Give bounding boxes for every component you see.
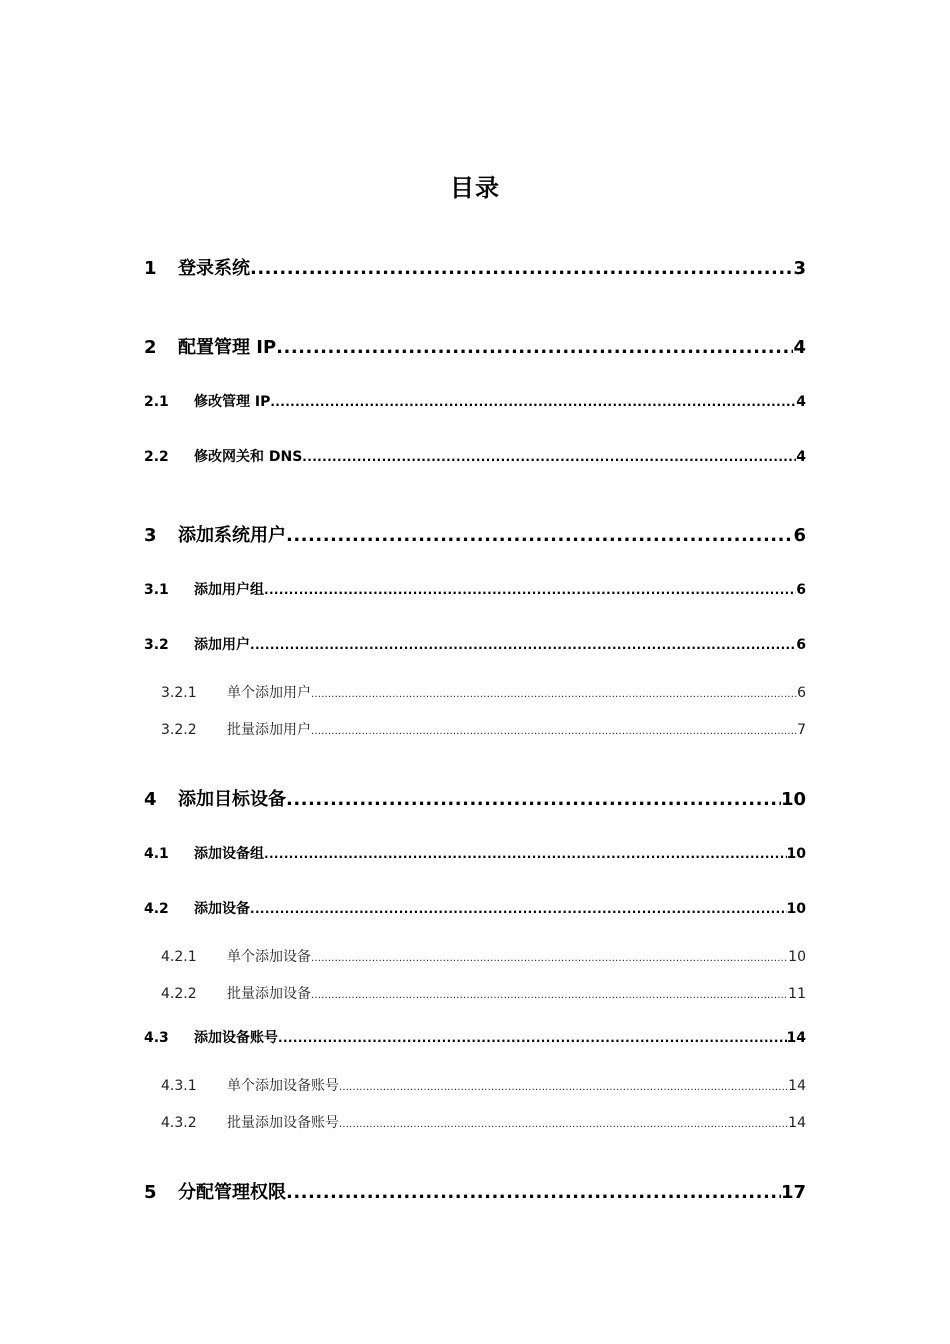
toc-leader-dots (311, 726, 797, 737)
toc-title: 登录系统 (178, 258, 250, 279)
toc-number: 4.1 (144, 846, 169, 862)
toc-number: 3 (144, 525, 157, 546)
toc-leader-dots (264, 583, 796, 597)
toc-page-number: 6 (796, 582, 806, 598)
toc-number: 1 (144, 258, 157, 279)
toc-entry-4-2-1[interactable] (161, 946, 806, 966)
toc-leader-dots (264, 847, 787, 861)
toc-leader-dots (311, 953, 788, 964)
toc-page-number: 3 (793, 258, 806, 279)
toc-title: 单个添加设备账号 (227, 1078, 339, 1094)
toc-entry-4-3-1[interactable] (161, 1075, 806, 1095)
toc-title: 分配管理权限 (178, 1182, 286, 1203)
toc-leader-dots (311, 990, 788, 1001)
toc-leader-dots (276, 337, 793, 358)
page-title: 目录 (450, 174, 500, 202)
toc-number: 3.2 (144, 637, 169, 653)
toc-page-number: 4 (793, 337, 806, 358)
toc-number: 4 (144, 789, 157, 810)
toc-page-number: 14 (788, 1078, 806, 1094)
toc-title: 添加设备 (194, 901, 250, 917)
toc-page-number: 4 (796, 449, 806, 465)
toc-page-number: 14 (786, 1030, 806, 1046)
toc-page-number: 6 (796, 637, 806, 653)
toc-number: 3.2.2 (161, 722, 197, 738)
toc-title: 批量添加用户 (227, 722, 311, 738)
toc-entry-1[interactable] (144, 254, 806, 280)
toc-entry-3-2-2[interactable] (161, 719, 806, 739)
toc-title: 添加设备账号 (194, 1030, 278, 1046)
toc-page-number: 10 (786, 901, 806, 917)
toc-leader-dots (311, 689, 797, 700)
toc-entry-4[interactable] (144, 785, 806, 811)
toc-leader-dots (286, 789, 781, 810)
toc-title: 单个添加用户 (227, 685, 311, 701)
toc-entry-4-3-2[interactable] (161, 1112, 806, 1132)
toc-number: 2 (144, 337, 157, 358)
toc-entry-3-2[interactable] (144, 634, 806, 654)
toc-leader-dots (250, 258, 793, 279)
toc-entry-2-2[interactable] (144, 446, 806, 466)
toc-number: 4.2.1 (161, 949, 197, 965)
toc-page-number: 7 (797, 722, 806, 738)
toc-leader-dots (250, 902, 787, 916)
toc-number: 4.2.2 (161, 986, 197, 1002)
toc-number: 4.3 (144, 1030, 169, 1046)
toc-leader-dots (339, 1119, 788, 1130)
toc-page-number: 17 (780, 1182, 806, 1203)
toc-title: 添加用户组 (194, 582, 264, 598)
toc-entry-4-3[interactable] (144, 1027, 806, 1047)
toc-entry-2-1[interactable] (144, 391, 806, 411)
toc-number: 3.1 (144, 582, 169, 598)
toc-entry-5[interactable] (144, 1178, 806, 1204)
toc-leader-dots (302, 450, 796, 464)
toc-number: 4.3.2 (161, 1115, 197, 1131)
toc-leader-dots (286, 1182, 781, 1203)
toc-title: 批量添加设备 (227, 986, 311, 1002)
toc-title: 配置管理 IP (178, 337, 277, 358)
toc-leader-dots (339, 1082, 788, 1093)
toc-leader-dots (250, 638, 796, 652)
toc-page-number: 10 (780, 789, 806, 810)
toc-entry-4-1[interactable] (144, 843, 806, 863)
toc-number: 3.2.1 (161, 685, 197, 701)
toc-number: 4.3.1 (161, 1078, 197, 1094)
toc-page-number: 10 (786, 846, 806, 862)
toc-page-number: 11 (788, 986, 806, 1002)
toc-title: 添加目标设备 (178, 789, 286, 810)
toc-leader-dots (278, 1031, 787, 1045)
toc-title: 批量添加设备账号 (227, 1115, 339, 1131)
toc-page-number: 4 (796, 394, 806, 410)
toc-entry-3-2-1[interactable] (161, 682, 806, 702)
toc-entry-2[interactable] (144, 333, 806, 359)
toc-page-number: 6 (797, 685, 806, 701)
toc-entry-4-2-2[interactable] (161, 983, 806, 1003)
toc-entry-4-2[interactable] (144, 898, 806, 918)
toc-entry-3-1[interactable] (144, 579, 806, 599)
toc-title: 添加用户 (194, 637, 250, 653)
toc-title: 添加系统用户 (178, 525, 286, 546)
toc-page-number: 10 (788, 949, 806, 965)
toc-title: 修改管理 IP (194, 394, 271, 410)
toc-number: 5 (144, 1182, 157, 1203)
toc-number: 2.2 (144, 449, 169, 465)
toc-title: 添加设备组 (194, 846, 264, 862)
toc-title: 单个添加设备 (227, 949, 311, 965)
toc-number: 4.2 (144, 901, 169, 917)
toc-leader-dots (270, 395, 796, 409)
toc-page-number: 14 (788, 1115, 806, 1131)
toc-title: 修改网关和 DNS (194, 449, 303, 465)
toc-entry-3[interactable] (144, 521, 806, 547)
toc-number: 2.1 (144, 394, 169, 410)
toc-page-number: 6 (793, 525, 806, 546)
toc-leader-dots (286, 525, 793, 546)
